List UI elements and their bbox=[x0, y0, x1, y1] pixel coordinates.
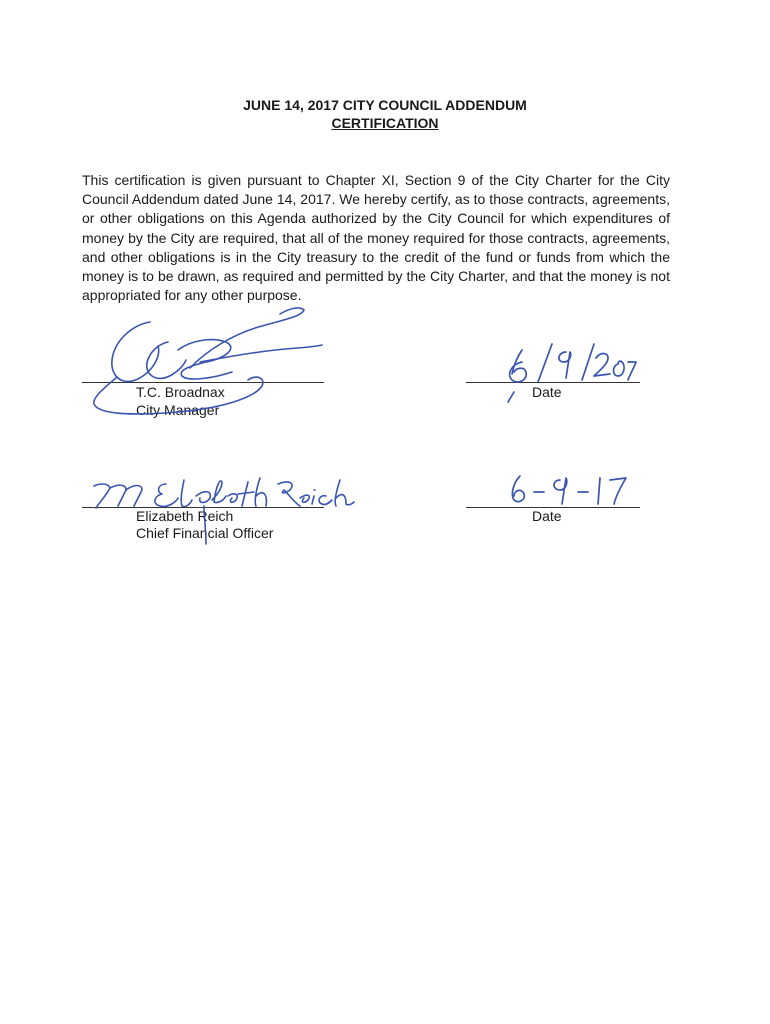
signature-line-city-manager bbox=[82, 382, 324, 383]
handwritten-date-2 bbox=[512, 476, 626, 504]
handwritten-date-1 bbox=[508, 344, 636, 402]
signer-name-city-manager: T.C. Broadnax bbox=[136, 384, 225, 400]
date-label-city-manager: Date bbox=[532, 384, 562, 400]
date-label-cfo: Date bbox=[532, 508, 562, 524]
document-title: JUNE 14, 2017 CITY COUNCIL ADDENDUM bbox=[243, 97, 527, 113]
signer-title-cfo: Chief Financial Officer bbox=[136, 525, 274, 541]
signer-name-cfo: Elizabeth Reich bbox=[136, 508, 234, 524]
signer-title-city-manager: City Manager bbox=[136, 402, 220, 418]
certification-paragraph: This certification is given pursuant to Chapter XI, Section 9 of the City Charter for the City Council Addendum dated June 14, 2017. We hereby certify, as to those contracts, agreements, or other obligations on this Agenda authorized by the City Council for which expenditures of money by the City are required, that all of the money required for those contracts, agreements, and other obligations is in the City treasury to the credit of the fund or funds from which the money is to be drawn, as required and permitted by the City Charter, and that the money is not appropriated for any other purpose. bbox=[82, 172, 670, 304]
date-line-city-manager bbox=[466, 382, 640, 383]
document-subtitle: CERTIFICATION bbox=[331, 115, 439, 131]
